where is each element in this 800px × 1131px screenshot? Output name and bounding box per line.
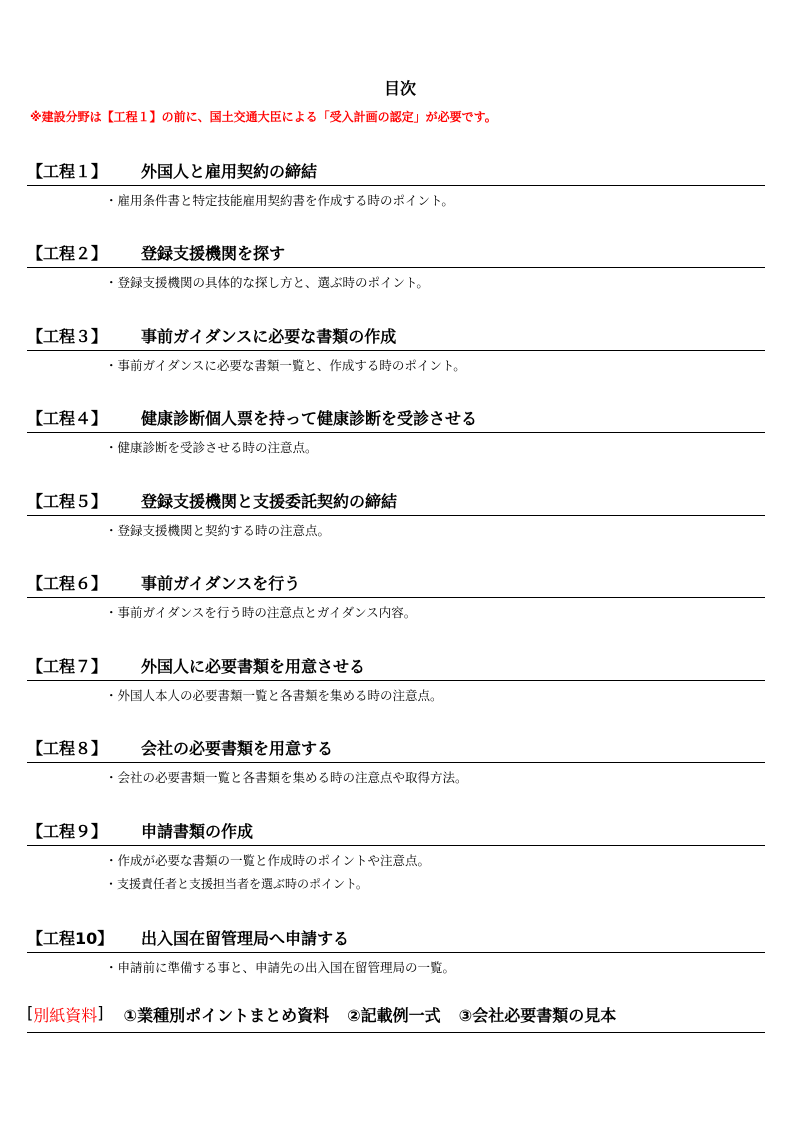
appendix-open-bracket: [ (27, 1003, 34, 1022)
step-point: ・支援責任者と支援担当者を選ぶ時のポイント。 (105, 877, 368, 891)
step-2 (27, 240, 765, 293)
step-number: 【工程３】 (27, 327, 108, 346)
step-point: ・外国人本人の必要書類一覧と各書類を集める時の注意点。 (105, 688, 443, 703)
step-title: 出入国在留管理局へ申請する (141, 929, 350, 948)
page-title: 目次 (383, 79, 416, 98)
step-point: ・会社の必要書類一覧と各書類を集める時の注意点や取得方法。 (105, 770, 468, 785)
appendix-label: 別紙資料 (33, 1006, 98, 1025)
step-8 (27, 735, 765, 788)
step-header (27, 240, 765, 268)
step-header (27, 818, 765, 846)
step-point: ・作成が必要な書類の一覧と作成時のポイントや注意点。 (105, 853, 431, 868)
appendix-close-bracket: ] (97, 1003, 104, 1022)
step-number: 【工程４】 (27, 409, 108, 428)
step-6 (27, 570, 765, 623)
step-point: ・雇用条件書と特定技能雇用契約書を作成する時のポイント。 (105, 193, 454, 208)
step-number: 【工程７】 (27, 657, 108, 676)
step-header (27, 735, 765, 763)
step-point: ・登録支援機関の具体的な探し方と、選ぶ時のポイント。 (105, 275, 429, 290)
step-title: 会社の必要書類を用意する (141, 739, 334, 758)
step-point: ・登録支援機関と契約する時の注意点。 (105, 523, 331, 538)
step-point: ・申請前に準備する事と、申請先の出入国在留管理局の一覧。 (105, 960, 456, 975)
step-title: 登録支援機関と支援委託契約の締結 (141, 492, 398, 511)
step-number: 【工程８】 (27, 739, 108, 758)
appendix-line (27, 1003, 765, 1033)
step-title: 外国人に必要書類を用意させる (141, 657, 366, 676)
step-number: 【工程10】 (27, 929, 114, 948)
appendix-item: ①業種別ポイントまとめ資料 (123, 1006, 330, 1025)
step-header (27, 570, 765, 598)
step-9 (27, 818, 765, 895)
step-header (27, 925, 765, 953)
step-point: ・事前ガイダンスを行う時の注意点とガイダンス内容。 (105, 605, 417, 620)
step-title: 事前ガイダンスに必要な書類の作成 (141, 327, 397, 346)
step-7 (27, 653, 765, 706)
step-number: 【工程９】 (27, 822, 108, 841)
step-number: 【工程５】 (27, 492, 108, 511)
appendix-item: ③会社必要書類の見本 (458, 1006, 617, 1025)
step-title: 申請書類の作成 (141, 822, 254, 841)
step-header (27, 158, 765, 186)
step-5 (27, 488, 765, 541)
step-4 (27, 405, 765, 458)
step-point: ・健康診断を受診させる時の注意点。 (105, 440, 318, 455)
step-point: ・事前ガイダンスに必要な書類一覧と、作成する時のポイント。 (105, 358, 466, 373)
step-header (27, 653, 765, 681)
step-number: 【工程１】 (27, 162, 108, 181)
step-3 (27, 323, 765, 376)
step-title: 事前ガイダンスを行う (141, 574, 301, 593)
step-header (27, 323, 765, 351)
step-header (27, 488, 765, 516)
construction-notice: ※建設分野は【工程１】の前に、国土交通大臣による「受入計画の認定」が必要です。 (30, 110, 497, 124)
appendix-item: ②記載例一式 (347, 1006, 441, 1025)
step-1 (27, 158, 765, 211)
step-title: 外国人と雇用契約の締結 (141, 162, 318, 181)
step-number: 【工程２】 (27, 244, 108, 263)
step-title: 登録支援機関を探す (141, 244, 286, 263)
step-title: 健康診断個人票を持って健康診断を受診させる (141, 409, 478, 428)
step-header (27, 405, 765, 433)
step-number: 【工程６】 (27, 574, 108, 593)
step-10 (27, 925, 765, 978)
